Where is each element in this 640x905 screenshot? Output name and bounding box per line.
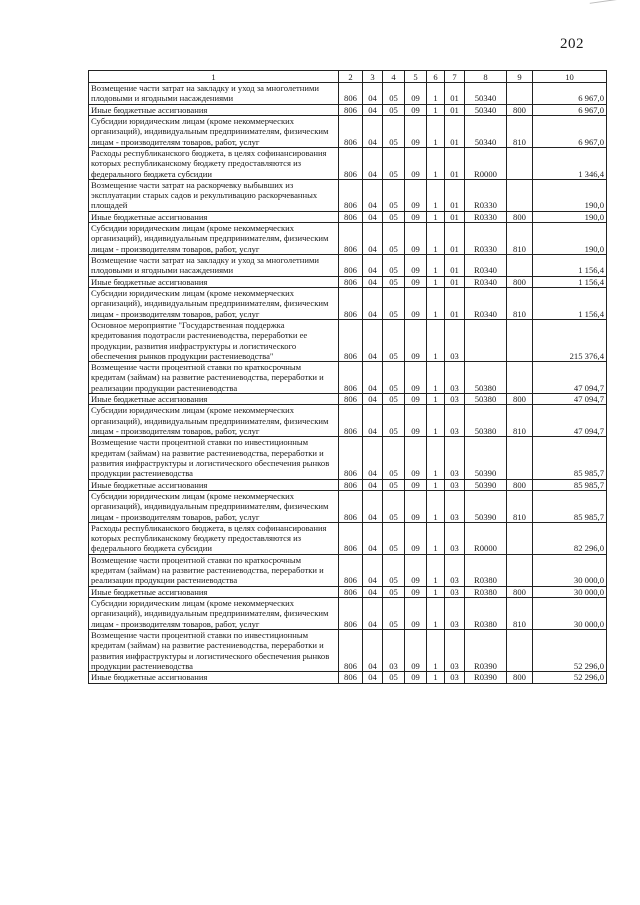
code-cell: 05 (383, 490, 405, 522)
code-cell: 04 (363, 586, 383, 597)
row-name: Возмещение части процентной ставки по краткосрочным кредитам (займам) на развитие растениеводства, переработки и реализации продукции растениеводства (89, 554, 339, 586)
code-cell: 04 (363, 672, 383, 683)
row-name: Возмещение части затрат на закладку и уход за многолетними плодовыми и ягодными насаждениями (89, 83, 339, 105)
code-cell: 01 (445, 104, 465, 115)
code-cell: 03 (445, 629, 465, 671)
code-cell: 806 (339, 394, 363, 405)
code-cell: 1 (427, 362, 445, 394)
row-name: Возмещение части затрат на закладку и уход за многолетними плодовыми и ягодными насаждениями (89, 255, 339, 277)
table-row (89, 672, 607, 683)
amount-cell: 1 156,4 (533, 255, 607, 277)
code-cell: R0380 (465, 598, 507, 630)
row-name: Иные бюджетные ассигнования (89, 276, 339, 287)
code-cell: 09 (405, 490, 427, 522)
code-cell: 1 (427, 586, 445, 597)
code-cell: 806 (339, 554, 363, 586)
code-cell: 810 (507, 287, 533, 319)
code-cell: 04 (363, 362, 383, 394)
code-cell: 09 (405, 319, 427, 361)
code-cell: 800 (507, 672, 533, 683)
amount-cell: 85 985,7 (533, 479, 607, 490)
row-name: Субсидии юридическим лицам (кроме некоммерческих организаций), индивидуальным предпринимателям, физическим лицам - производителям товаров, работ, услуг (89, 490, 339, 522)
table-row (89, 83, 607, 105)
code-cell: 800 (507, 276, 533, 287)
code-cell: 05 (383, 223, 405, 255)
code-cell: 806 (339, 276, 363, 287)
code-cell: R0380 (465, 554, 507, 586)
table-row (89, 554, 607, 586)
code-cell: R0390 (465, 672, 507, 683)
table-header-row (89, 71, 607, 83)
code-cell: 09 (405, 147, 427, 179)
code-cell: 1 (427, 598, 445, 630)
code-cell: 806 (339, 223, 363, 255)
table-row (89, 179, 607, 211)
column-header: 8 (465, 71, 507, 83)
column-header: 9 (507, 71, 533, 83)
code-cell: 1 (427, 437, 445, 479)
code-cell: 04 (363, 394, 383, 405)
table-row (89, 255, 607, 277)
amount-cell: 190,0 (533, 223, 607, 255)
code-cell: 806 (339, 405, 363, 437)
code-cell: 01 (445, 147, 465, 179)
code-cell: 806 (339, 586, 363, 597)
code-cell: 50340 (465, 104, 507, 115)
row-name: Расходы республиканского бюджета, в целях софинансирования которых республиканскому бюджету предоставляются из федерального бюджета субсидии (89, 522, 339, 554)
table-row (89, 223, 607, 255)
code-cell: 05 (383, 179, 405, 211)
code-cell (507, 147, 533, 179)
code-cell: 50380 (465, 394, 507, 405)
row-name: Иные бюджетные ассигнования (89, 479, 339, 490)
code-cell: 05 (383, 522, 405, 554)
amount-cell: 85 985,7 (533, 437, 607, 479)
table-row (89, 629, 607, 671)
code-cell: 09 (405, 672, 427, 683)
code-cell: 04 (363, 223, 383, 255)
column-header: 2 (339, 71, 363, 83)
code-cell: 50340 (465, 83, 507, 105)
code-cell: 806 (339, 147, 363, 179)
code-cell: R0000 (465, 522, 507, 554)
budget-table (88, 70, 607, 684)
table-row (89, 319, 607, 361)
code-cell: 05 (383, 405, 405, 437)
code-cell: 09 (405, 362, 427, 394)
code-cell: 806 (339, 490, 363, 522)
code-cell: 03 (445, 490, 465, 522)
code-cell: 01 (445, 287, 465, 319)
code-cell: 806 (339, 83, 363, 105)
code-cell: 03 (445, 319, 465, 361)
code-cell: 09 (405, 629, 427, 671)
code-cell: 05 (383, 287, 405, 319)
code-cell: 806 (339, 672, 363, 683)
code-cell: 03 (445, 405, 465, 437)
code-cell: 09 (405, 179, 427, 211)
code-cell (507, 255, 533, 277)
code-cell: 806 (339, 362, 363, 394)
code-cell: 04 (363, 115, 383, 147)
row-name: Иные бюджетные ассигнования (89, 211, 339, 222)
table-row (89, 490, 607, 522)
code-cell: 806 (339, 211, 363, 222)
column-header: 6 (427, 71, 445, 83)
row-name: Субсидии юридическим лицам (кроме некоммерческих организаций), индивидуальным предпринимателям, физическим лицам - производителям товаров, работ, услуг (89, 223, 339, 255)
code-cell: 806 (339, 287, 363, 319)
table-row (89, 147, 607, 179)
code-cell: 04 (363, 490, 383, 522)
row-name: Субсидии юридическим лицам (кроме некоммерческих организаций), индивидуальным предпринимателям, физическим лицам - производителям товаров, работ, услуг (89, 287, 339, 319)
code-cell: 09 (405, 394, 427, 405)
code-cell: 810 (507, 223, 533, 255)
code-cell: R0340 (465, 276, 507, 287)
amount-cell: 82 296,0 (533, 522, 607, 554)
row-name: Основное мероприятие "Государственная поддержка кредитования подотрасли растениеводства, переработки ее продукции, развития инфраструктуры и логистического обеспечения рынков продукции растениеводства" (89, 319, 339, 361)
code-cell: 810 (507, 490, 533, 522)
code-cell: 800 (507, 586, 533, 597)
column-header: 3 (363, 71, 383, 83)
code-cell: 05 (383, 83, 405, 105)
row-name: Возмещение части процентной ставки по инвестиционным кредитам (займам) на развитие растениеводства, переработки и развития инфраструктуры и логистического обеспечения рынков продукции растениеводства (89, 437, 339, 479)
code-cell: 806 (339, 437, 363, 479)
amount-cell: 1 156,4 (533, 287, 607, 319)
amount-cell: 30 000,0 (533, 586, 607, 597)
code-cell: 09 (405, 586, 427, 597)
code-cell: 806 (339, 629, 363, 671)
table-row (89, 437, 607, 479)
code-cell: R0340 (465, 255, 507, 277)
table-row (89, 522, 607, 554)
code-cell: 1 (427, 554, 445, 586)
table-row (89, 362, 607, 394)
code-cell: 05 (383, 255, 405, 277)
code-cell: 04 (363, 83, 383, 105)
code-cell: R0330 (465, 223, 507, 255)
code-cell: R0340 (465, 287, 507, 319)
code-cell (507, 83, 533, 105)
code-cell: 09 (405, 287, 427, 319)
amount-cell: 47 094,7 (533, 405, 607, 437)
code-cell: R0000 (465, 147, 507, 179)
table-row (89, 211, 607, 222)
code-cell: 01 (445, 223, 465, 255)
code-cell: 05 (383, 115, 405, 147)
code-cell: 05 (383, 394, 405, 405)
amount-cell: 52 296,0 (533, 672, 607, 683)
code-cell: 1 (427, 672, 445, 683)
code-cell: 810 (507, 598, 533, 630)
code-cell: 04 (363, 437, 383, 479)
code-cell: 03 (445, 479, 465, 490)
row-name: Субсидии юридическим лицам (кроме некоммерческих организаций), индивидуальным предпринимателям, физическим лицам - производителям товаров, работ, услуг (89, 405, 339, 437)
code-cell: 1 (427, 276, 445, 287)
row-name: Иные бюджетные ассигнования (89, 104, 339, 115)
amount-cell: 6 967,0 (533, 115, 607, 147)
code-cell: R0380 (465, 586, 507, 597)
code-cell: 05 (383, 586, 405, 597)
code-cell: 1 (427, 394, 445, 405)
code-cell: 09 (405, 223, 427, 255)
code-cell: 1 (427, 104, 445, 115)
code-cell: 806 (339, 179, 363, 211)
code-cell (507, 554, 533, 586)
code-cell: 1 (427, 479, 445, 490)
code-cell: 810 (507, 115, 533, 147)
code-cell: 806 (339, 115, 363, 147)
table-row (89, 479, 607, 490)
row-name: Иные бюджетные ассигнования (89, 586, 339, 597)
code-cell: 03 (445, 522, 465, 554)
code-cell: 04 (363, 276, 383, 287)
row-name: Возмещение части процентной ставки по краткосрочным кредитам (займам) на развитие растениеводства, переработки и реализации продукции растениеводства (89, 362, 339, 394)
code-cell: 04 (363, 179, 383, 211)
code-cell: 03 (383, 629, 405, 671)
code-cell: 01 (445, 211, 465, 222)
code-cell: 05 (383, 479, 405, 490)
code-cell: 1 (427, 147, 445, 179)
code-cell: 1 (427, 83, 445, 105)
amount-cell: 47 094,7 (533, 394, 607, 405)
amount-cell: 52 296,0 (533, 629, 607, 671)
code-cell: 50340 (465, 115, 507, 147)
column-header: 4 (383, 71, 405, 83)
code-cell (507, 362, 533, 394)
code-cell: 09 (405, 255, 427, 277)
code-cell: 50390 (465, 490, 507, 522)
code-cell: 09 (405, 115, 427, 147)
table-row (89, 104, 607, 115)
code-cell: 05 (383, 437, 405, 479)
code-cell: 806 (339, 255, 363, 277)
table-row (89, 405, 607, 437)
code-cell: 09 (405, 437, 427, 479)
amount-cell: 215 376,4 (533, 319, 607, 361)
code-cell (507, 629, 533, 671)
code-cell: 806 (339, 104, 363, 115)
code-cell: 1 (427, 255, 445, 277)
scan-mark (590, 0, 631, 10)
code-cell: 04 (363, 522, 383, 554)
code-cell: 50380 (465, 405, 507, 437)
amount-cell: 190,0 (533, 211, 607, 222)
page-number: 202 (560, 36, 584, 52)
code-cell: 04 (363, 629, 383, 671)
code-cell: 810 (507, 405, 533, 437)
code-cell: 04 (363, 598, 383, 630)
code-cell: 09 (405, 104, 427, 115)
code-cell: 50390 (465, 437, 507, 479)
code-cell: 05 (383, 362, 405, 394)
code-cell: 800 (507, 394, 533, 405)
amount-cell: 190,0 (533, 179, 607, 211)
code-cell: 50390 (465, 479, 507, 490)
code-cell: 806 (339, 479, 363, 490)
code-cell: 03 (445, 598, 465, 630)
row-name: Субсидии юридическим лицам (кроме некоммерческих организаций), индивидуальным предпринимателям, физическим лицам - производителям товаров, работ, услуг (89, 598, 339, 630)
code-cell: 04 (363, 147, 383, 179)
code-cell: 04 (363, 554, 383, 586)
table-row (89, 276, 607, 287)
code-cell: 800 (507, 211, 533, 222)
table-row (89, 394, 607, 405)
code-cell: 1 (427, 319, 445, 361)
code-cell: 1 (427, 223, 445, 255)
amount-cell: 47 094,7 (533, 362, 607, 394)
amount-cell: 6 967,0 (533, 104, 607, 115)
code-cell: 05 (383, 147, 405, 179)
code-cell (507, 437, 533, 479)
column-header: 5 (405, 71, 427, 83)
code-cell: 03 (445, 554, 465, 586)
code-cell: R0330 (465, 211, 507, 222)
code-cell: 800 (507, 104, 533, 115)
row-name: Возмещение части затрат на раскорчевку выбывших из эксплуатации старых садов и рекультивацию раскорчеванных площадей (89, 179, 339, 211)
code-cell: 04 (363, 479, 383, 490)
table-row (89, 115, 607, 147)
table-row (89, 287, 607, 319)
table-row (89, 598, 607, 630)
code-cell: 03 (445, 362, 465, 394)
column-header: 7 (445, 71, 465, 83)
amount-cell: 30 000,0 (533, 598, 607, 630)
code-cell: 806 (339, 522, 363, 554)
code-cell: 1 (427, 490, 445, 522)
code-cell: 1 (427, 522, 445, 554)
row-name: Расходы республиканского бюджета, в целях софинансирования которых республиканскому бюджету предоставляются из федерального бюджета субсидии (89, 147, 339, 179)
code-cell: 03 (445, 672, 465, 683)
amount-cell: 85 985,7 (533, 490, 607, 522)
code-cell: 1 (427, 629, 445, 671)
code-cell: 04 (363, 287, 383, 319)
code-cell: 01 (445, 255, 465, 277)
code-cell: 09 (405, 522, 427, 554)
code-cell: 05 (383, 319, 405, 361)
code-cell (507, 522, 533, 554)
amount-cell: 1 156,4 (533, 276, 607, 287)
column-header: 10 (533, 71, 607, 83)
code-cell: 1 (427, 211, 445, 222)
code-cell: 50380 (465, 362, 507, 394)
code-cell: 09 (405, 276, 427, 287)
code-cell: 05 (383, 554, 405, 586)
table-row (89, 586, 607, 597)
code-cell: 05 (383, 598, 405, 630)
row-name: Иные бюджетные ассигнования (89, 672, 339, 683)
code-cell (465, 319, 507, 361)
code-cell: 806 (339, 319, 363, 361)
amount-cell: 30 000,0 (533, 554, 607, 586)
code-cell: R0390 (465, 629, 507, 671)
code-cell: 800 (507, 479, 533, 490)
code-cell: 09 (405, 479, 427, 490)
code-cell: 01 (445, 83, 465, 105)
code-cell (507, 179, 533, 211)
code-cell: 05 (383, 211, 405, 222)
code-cell: 04 (363, 319, 383, 361)
column-header: 1 (89, 71, 339, 83)
code-cell: 03 (445, 586, 465, 597)
row-name: Субсидии юридическим лицам (кроме некоммерческих организаций), индивидуальным предпринимателям, физическим лицам - производителям товаров, работ, услуг (89, 115, 339, 147)
code-cell: R0330 (465, 179, 507, 211)
code-cell: 09 (405, 83, 427, 105)
amount-cell: 6 967,0 (533, 83, 607, 105)
code-cell (507, 319, 533, 361)
code-cell: 04 (363, 255, 383, 277)
code-cell: 1 (427, 179, 445, 211)
code-cell: 04 (363, 405, 383, 437)
code-cell: 03 (445, 394, 465, 405)
code-cell: 01 (445, 115, 465, 147)
code-cell: 1 (427, 287, 445, 319)
code-cell: 1 (427, 115, 445, 147)
code-cell: 1 (427, 405, 445, 437)
code-cell: 05 (383, 104, 405, 115)
code-cell: 806 (339, 598, 363, 630)
code-cell: 01 (445, 179, 465, 211)
code-cell: 09 (405, 554, 427, 586)
code-cell: 05 (383, 276, 405, 287)
code-cell: 05 (383, 672, 405, 683)
row-name: Возмещение части процентной ставки по инвестиционным кредитам (займам) на развитие растениеводства, переработки и развития инфраструктуры и логистического обеспечения рынков продукции растениеводства (89, 629, 339, 671)
code-cell: 09 (405, 405, 427, 437)
code-cell: 04 (363, 104, 383, 115)
code-cell: 04 (363, 211, 383, 222)
code-cell: 09 (405, 598, 427, 630)
amount-cell: 1 346,4 (533, 147, 607, 179)
code-cell: 03 (445, 437, 465, 479)
code-cell: 09 (405, 211, 427, 222)
row-name: Иные бюджетные ассигнования (89, 394, 339, 405)
code-cell: 01 (445, 276, 465, 287)
